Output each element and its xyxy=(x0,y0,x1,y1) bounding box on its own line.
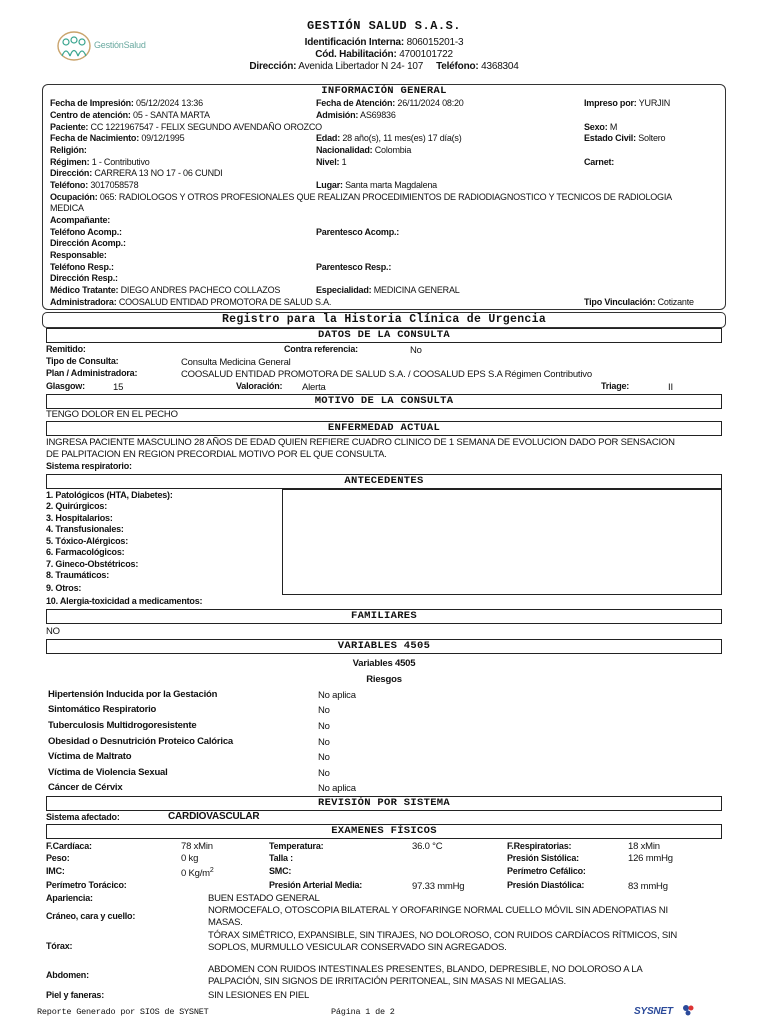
valoracion-value: Alerta xyxy=(302,382,326,393)
antecedente-item: 2. Quirúrgicos: xyxy=(46,501,108,511)
risk-value: No aplica xyxy=(318,690,356,701)
risk-value: No xyxy=(318,768,330,779)
sistema-respiratorio-label: Sistema respiratorio: xyxy=(46,461,132,471)
examenes-header: EXAMENES FÍSICOS xyxy=(46,824,722,839)
antecedente-item: 5. Tóxico-Alérgicos: xyxy=(46,536,129,546)
antecedentes-header: ANTECEDENTES xyxy=(46,474,722,489)
datos-consulta-header: DATOS DE LA CONSULTA xyxy=(46,328,722,343)
antecedente-item: 7. Gineco-Obstétricos: xyxy=(46,559,139,569)
sistema-afectado-label: Sistema afectado: xyxy=(46,812,120,822)
antecedente-item: 1. Patológicos (HTA, Diabetes): xyxy=(46,490,173,500)
sysnet-logo-text: SYSNET xyxy=(634,1006,673,1017)
variables-subtitle: Variables 4505 xyxy=(352,658,416,669)
antecedente-item: 8. Traumáticos: xyxy=(46,570,110,580)
footer-page-number: Página 1 de 2 xyxy=(331,1007,395,1017)
risk-label: Cáncer de Cérvix xyxy=(48,782,123,793)
variables-header: VARIABLES 4505 xyxy=(46,639,722,654)
institution-title: GESTIÓN SALUD S.A.S. xyxy=(306,19,462,33)
header-hab-line: Cód. Habilitación: 4700101722 xyxy=(315,49,453,60)
risk-value: No aplica xyxy=(318,783,356,794)
antecedente-item: 4. Transfusionales: xyxy=(46,524,124,534)
tipo-consulta-value: Consulta Medicina General xyxy=(181,357,291,368)
remitido-label: Remitido: xyxy=(46,344,86,354)
antecedente-item: 3. Hospitalarios: xyxy=(46,513,113,523)
contra-referencia-value: No xyxy=(410,345,422,356)
motivo-header: MOTIVO DE LA CONSULTA xyxy=(46,394,722,409)
header-address-line: Dirección: Avenida Libertador N 24- 107 Teléfono: 4368304 xyxy=(249,61,519,72)
registro-title: Registro para la Historia Clínica de Urgencia xyxy=(221,313,547,326)
risk-label: Obesidad o Desnutrición Proteico Calórica xyxy=(48,736,234,747)
risk-value: No xyxy=(318,752,330,763)
triage-label: Triage: xyxy=(601,381,630,391)
familiares-text: NO xyxy=(46,626,60,637)
valoracion-label: Valoración: xyxy=(236,381,283,391)
footer-generated-by: Reporte Generado por SIOS de SYSNET xyxy=(37,1007,209,1017)
enfermedad-line-1: INGRESA PACIENTE MASCULINO 28 AÑOS DE EDAD QUIEN REFIERE CUADRO CLINICO DE 1 SEMANA DE EVOLUCION DADO POR SENSACION xyxy=(46,437,675,448)
enfermedad-line-2: DE PALPITACION EN REGION PRECORDIAL MOTIVO POR EL QUE CONSULTA. xyxy=(46,449,387,460)
antecedente-item: 10. Alergia-toxicidad a medicamentos: xyxy=(46,596,203,606)
antecedentes-textbox xyxy=(282,489,722,595)
tipo-consulta-label: Tipo de Consulta: xyxy=(46,356,119,366)
plan-value: COOSALUD ENTIDAD PROMOTORA DE SALUD S.A. / COOSALUD EPS S.A Régimen Contributivo xyxy=(181,369,592,380)
antecedente-item: 6. Farmacológicos: xyxy=(46,547,125,557)
triage-value: II xyxy=(668,382,673,393)
plan-label: Plan / Administradora: xyxy=(46,368,138,378)
risk-label: Víctima de Violencia Sexual xyxy=(48,767,168,778)
riesgos-subtitle: Riesgos xyxy=(366,674,402,685)
info-general-title: INFORMACIÓN GENERAL xyxy=(321,85,447,97)
logo-text: GestiónSalud xyxy=(94,40,146,50)
glasgow-value: 15 xyxy=(113,382,124,393)
familiares-header: FAMILIARES xyxy=(46,609,722,624)
risk-label: Víctima de Maltrato xyxy=(48,751,132,762)
contra-referencia-label: Contra referencia: xyxy=(284,344,358,354)
risk-value: No xyxy=(318,737,330,748)
motivo-text: TENGO DOLOR EN EL PECHO xyxy=(46,409,178,420)
risk-label: Sintomático Respiratorio xyxy=(48,704,157,715)
antecedente-item: 9. Otros: xyxy=(46,583,82,593)
enfermedad-header: ENFERMEDAD ACTUAL xyxy=(46,421,722,436)
header-id-line: Identificación Interna: 806015201-3 xyxy=(304,37,464,48)
risk-value: No xyxy=(318,705,330,716)
risk-value: No xyxy=(318,721,330,732)
revision-header: REVISIÓN POR SISTEMA xyxy=(46,796,722,811)
risk-label: Tuberculosis Multidrogoresistente xyxy=(48,720,197,731)
sistema-afectado-value: CARDIOVASCULAR xyxy=(168,811,260,822)
risk-label: Hipertensión Inducida por la Gestación xyxy=(48,689,218,700)
glasgow-label: Glasgow: xyxy=(46,381,85,391)
sysnet-logo-icon xyxy=(681,1003,695,1017)
